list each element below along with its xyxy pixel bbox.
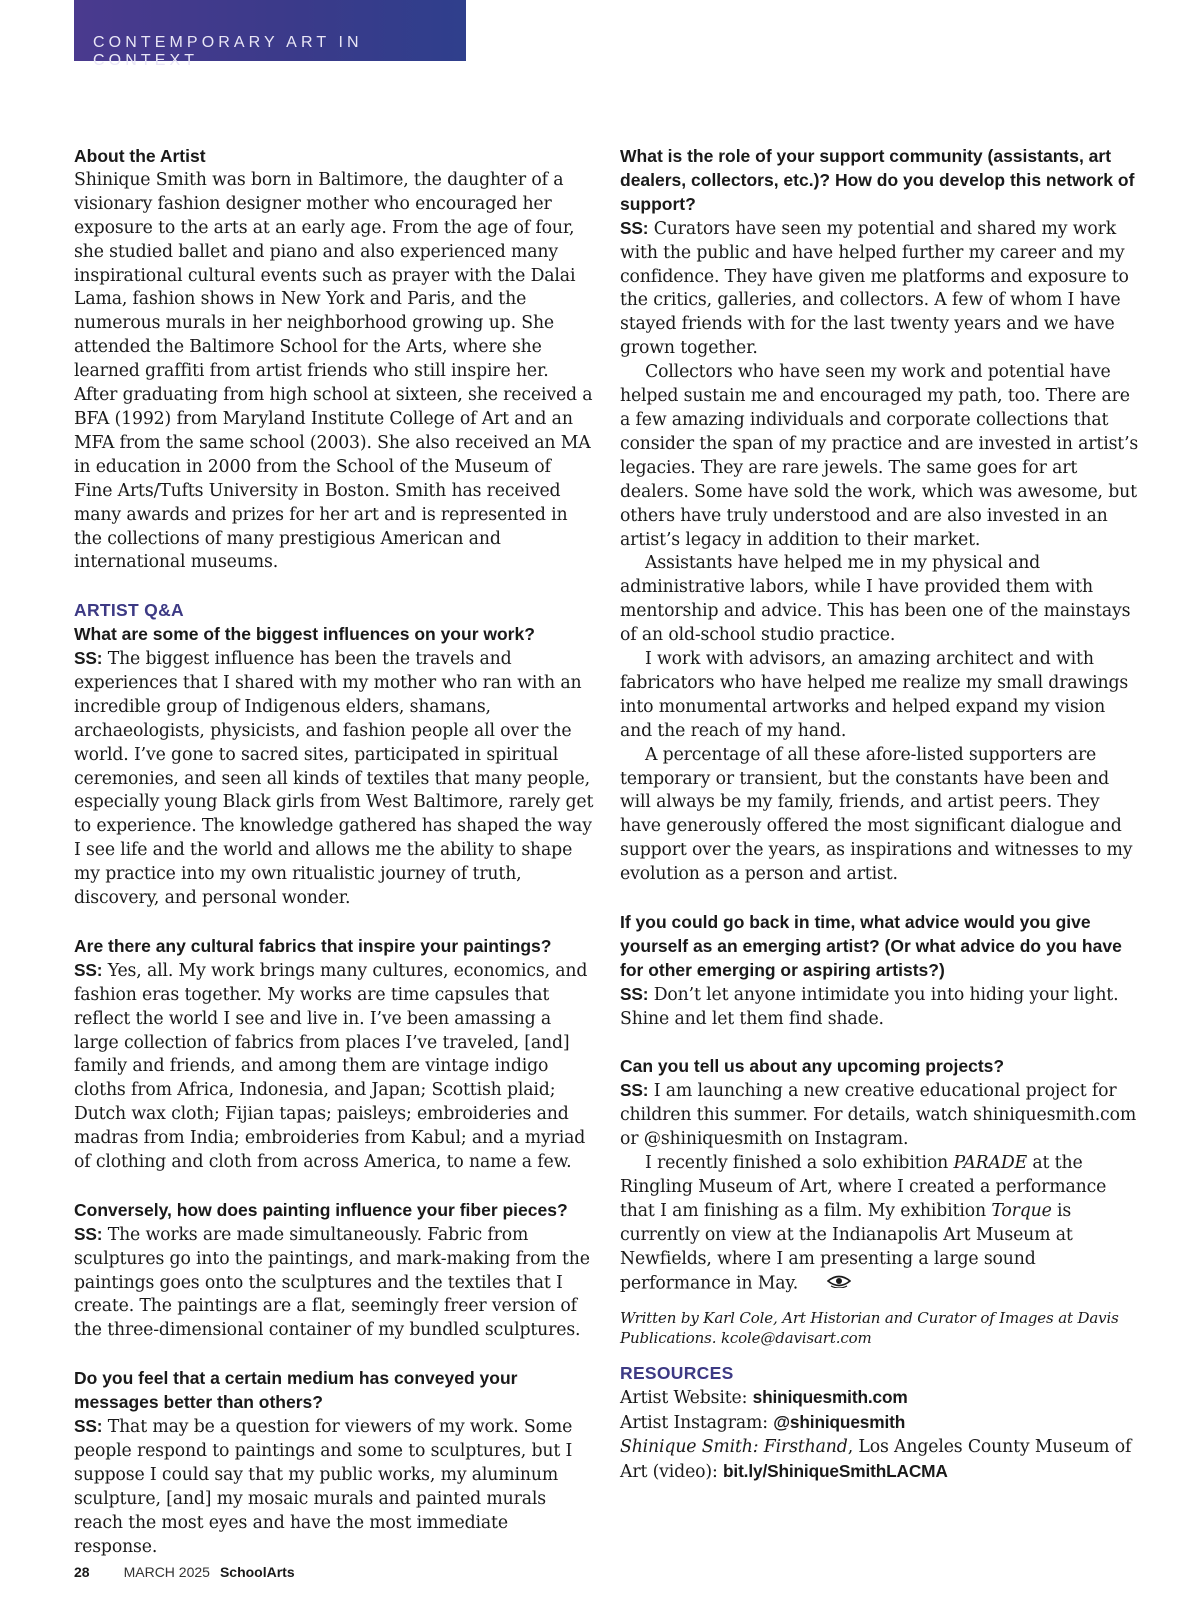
ss-label: SS: — [620, 217, 649, 238]
resource-instagram-label: Artist Instagram: — [620, 1412, 774, 1433]
about-text: Shinique Smith was born in Baltimore, the daughter of a visionary fashion designer mother who encouraged her exposure to the arts at an early age. From the age of four, she studied ballet and piano and also experienced many inspirational cultural events such as prayer with the Dalai Lama, fashion shows in New York and Paris, and the numerous murals in her neighborhood growing up. She attended the Baltimore School for the Arts, where she learned graffiti from artist friends who still inspire her. After graduating from high school at sixteen, she received a BFA (1992) from Maryland Institute College of Art and an MFA from the same school (2003). She also received an MA in education in 2000 from the School of the Museum of Fine Arts/Tufts University in Boston. Smith has received many awards and prizes for her art and is represented in the collections of many prestigious American and international museums. — [74, 169, 593, 573]
answer-7-p2-text-b: at the Ringling Museum of Art, where I created a performance that I am finishing as a film. My exhibition — [620, 1153, 1107, 1221]
resource-instagram — [620, 1411, 1140, 1436]
section-title: CONTEMPORARY ART IN CONTEXT — [93, 34, 363, 69]
question-5: What is the role of your support community (assistants, art dealers, collectors, etc.)? How do you develop this network of support? — [620, 146, 1135, 214]
section-banner — [74, 0, 466, 69]
exhibition-title-torque: Torque — [991, 1200, 1052, 1221]
answer-6 — [620, 983, 1140, 1032]
answer-7-text: I am launching a new creative educational project for children this summer. For details, watch shiniquesmith.com or @shiniquesmith on Instagram. — [620, 1081, 1137, 1150]
answer-1 — [74, 647, 594, 911]
resource-video-link[interactable]: bit.ly/ShiniqueSmithLACMA — [723, 1460, 948, 1481]
answer-7-p2-text-a: I recently finished a solo exhibition — [645, 1153, 954, 1174]
answer-2 — [74, 959, 594, 1175]
answer-7-paragraph-2 — [620, 1152, 1140, 1296]
exhibition-title-parade: PARADE — [953, 1153, 1028, 1174]
page-footer — [74, 1564, 295, 1580]
right-column — [620, 145, 1140, 1484]
resource-video — [620, 1436, 1140, 1485]
question-1: What are some of the biggest influences on your work? — [74, 624, 535, 645]
ss-label: SS: — [620, 983, 649, 1004]
issue-date: MARCH 2025 — [123, 1564, 210, 1580]
question-7: Can you tell us about any upcoming projects? — [620, 1056, 1005, 1077]
ss-label: SS: — [620, 1080, 649, 1101]
question-3: Conversely, how does painting influence your fiber pieces? — [74, 1199, 568, 1220]
resource-video-label: , Los Angeles County Museum of Art (video): — [620, 1436, 1132, 1482]
question-2: Are there any cultural fabrics that inspire your paintings? — [74, 935, 552, 956]
answer-5-text: Curators have seen my potential and shared my work with the public and have helped further my career and my confidence. They have given me platforms and exposure to the critics, galleries, and collectors. A few of whom I have stayed friends with for the last twenty years and we have grown together. — [620, 218, 1129, 359]
answer-3 — [74, 1223, 594, 1344]
eye-end-mark-icon — [802, 1272, 851, 1296]
answer-7 — [620, 1079, 1140, 1152]
question-6: If you could go back in time, what advice would you give yourself as an emerging artist? (Or what advice do you have for other emerging or aspiring artists?) — [620, 911, 1122, 980]
magazine-name: SchoolArts — [219, 1564, 295, 1580]
left-column — [74, 145, 594, 1559]
answer-4-text: That may be a question for viewers of my work. Some people respond to paintings and some to sculptures, but I suppose I could say that my public works, my aluminum sculpture, [and] my mosaic murals and painted murals reach the most eyes and have the most immediate response. — [74, 1416, 573, 1557]
answer-5 — [620, 217, 1140, 361]
resources-heading: RESOURCES — [620, 1362, 734, 1383]
answer-5-paragraph-2: Collectors who have seen my work and potential have helped sustain me and encouraged my path, too. There are a few amazing individuals and corporate collections that consider the span of my practice and are invested in artist’s legacies. They are rare jewels. The same goes for art dealers. Some have sold the work, which was awesome, but others have truly understood and are also invested in an artist’s legacy in addition to their market. — [620, 362, 1139, 550]
resource-website-label: Artist Website: — [620, 1387, 753, 1408]
answer-6-text: Don’t let anyone intimidate you into hiding your light. Shine and let them find shade. — [620, 984, 1119, 1029]
author-credit: Written by Karl Cole, Art Historian and Curator of Images at Davis Publications. kcole@davisart.com — [620, 1308, 1119, 1347]
answer-5-paragraph-3: Assistants have helped me in my physical and administrative labors, while I have provided them with mentorship and advice. This has been one of the mainstays of an old-school studio practice. — [620, 553, 1131, 646]
answer-1-text: The biggest influence has been the travels and experiences that I shared with my mother who ran with an incredible group of Indigenous elders, shamans, archaeologists, physicists, and fashion people all over the world. I’ve gone to sacred sites, participated in spiritual ceremonies, and seen all kinds of textiles that many people, especially young Black girls from West Baltimore, rarely get to experience. The knowledge gathered has shaped the way I see life and the world and allows me the ability to shape my practice into my own ritualistic journey of truth, discovery, and personal wonder. — [74, 649, 594, 909]
answer-4 — [74, 1415, 594, 1559]
ss-label: SS: — [74, 648, 103, 669]
resource-instagram-link[interactable]: @shiniquesmith — [773, 1411, 906, 1432]
qa-heading: ARTIST Q&A — [74, 600, 184, 621]
ss-label: SS: — [74, 959, 103, 980]
answer-2-text: Yes, all. My work brings many cultures, economics, and fashion eras together. My works are time capsules that reflect the world I see and live in. I’ve been amassing a large collection of fabrics from places I’ve traveled, [and] family and friends, and among them are vintage indigo cloths from Africa, Indonesia, and Japan; Scottish plaid; Dutch wax cloth; Fijian tapas; paisleys; embroideries and madras from India; embroideries from Kabul; and a myriad of clothing and cloth from across America, to name a few. — [74, 960, 588, 1173]
answer-7-p2-text-c: is currently on view at the Indianapolis Art Museum at Newfields, where I am presenting a large sound performance in May. — [620, 1200, 1073, 1294]
ss-label: SS: — [74, 1223, 103, 1244]
page-number: 28 — [74, 1564, 90, 1580]
question-4: Do you feel that a certain medium has conveyed your messages better than others? — [74, 1368, 518, 1413]
answer-3-text: The works are made simultaneously. Fabric from sculptures go into the paintings, and mark-making from the paintings goes onto the sculptures and the textiles that I create. The paintings are a flat, seemingly freer version of the three-dimensional container of my bundled sculptures. — [74, 1224, 590, 1341]
ss-label: SS: — [74, 1415, 103, 1436]
resource-website — [620, 1386, 1140, 1411]
resource-video-title: Shinique Smith: Firsthand — [620, 1436, 848, 1457]
about-heading: About the Artist — [74, 146, 206, 166]
answer-5-paragraph-4: I work with advisors, an amazing architect and with fabricators who have helped me realize my small drawings into monumental artworks and helped expand my vision and the reach of my hand. — [620, 649, 1129, 741]
resource-website-link[interactable]: shiniquesmith.com — [752, 1386, 908, 1407]
answer-5-paragraph-5: A percentage of all these afore-listed supporters are temporary or transient, but the constants have been and will always be my family, friends, and artist peers. They have generously offered the most significant dialogue and support over the years, as inspirations and witnesses to my evolution as a person and artist. — [620, 744, 1133, 885]
